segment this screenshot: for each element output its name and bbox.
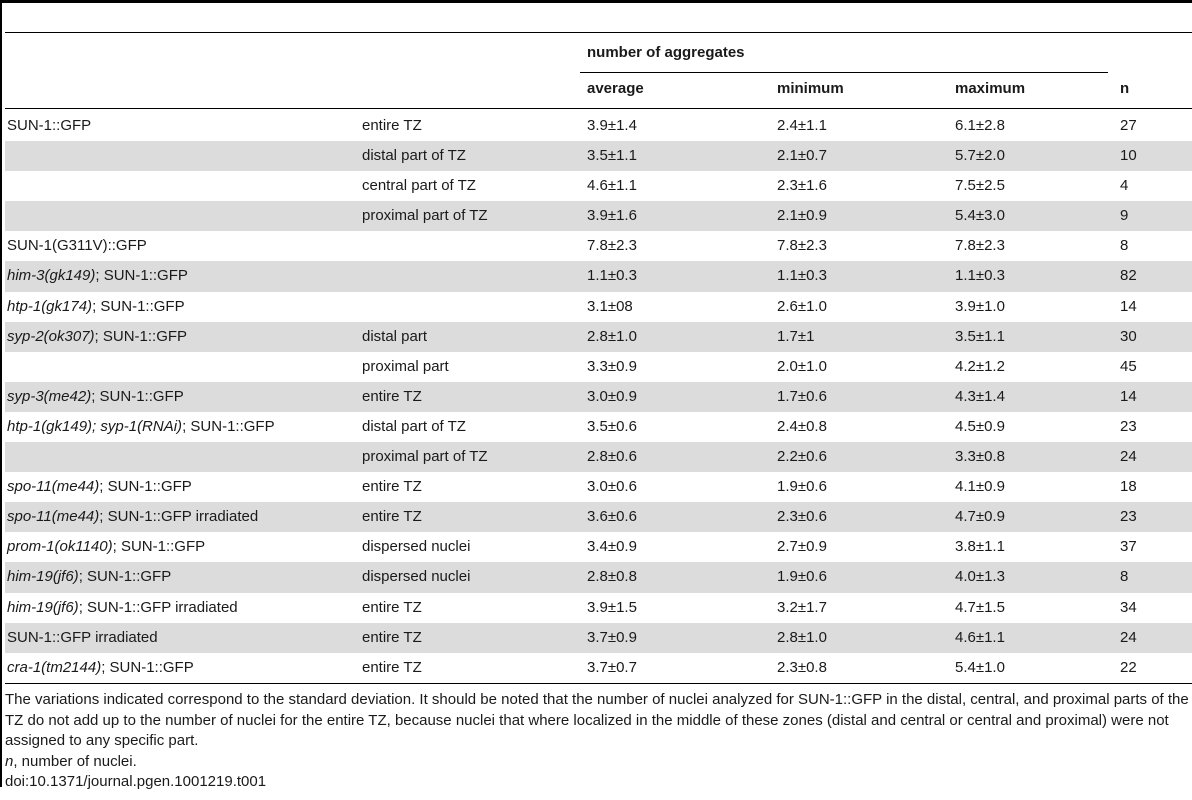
minimum-cell: 2.4±0.8 [777,417,827,435]
average-cell: 3.5±0.6 [587,417,637,435]
strain-transgene: ; SUN-1::GFP [92,297,185,315]
average-cell: 3.4±0.9 [587,538,637,556]
strain-genotype: cra-1(tm2144) [7,658,102,676]
average-cell: 3.1±08 [587,297,633,315]
footnote-n-text: , number of nuclei. [13,752,137,770]
zone-cell: entire TZ [362,387,422,405]
maximum-cell: 4.5±0.9 [955,417,1005,435]
strain-transgene: ; SUN-1::GFP [112,538,206,556]
n-cell: 18 [1120,478,1137,496]
table-row [5,171,1192,201]
average-cell: 3.9±1.4 [587,117,637,134]
strain-genotype: htp-1(gk149); syp-1(RNAi) [7,417,183,435]
table-row [5,412,1192,442]
strain-cell [7,532,205,562]
strain-transgene: ; SUN-1::GFP [182,417,275,435]
table-top-rule [0,0,1192,3]
maximum-cell: 3.9±1.0 [955,297,1005,315]
maximum-cell: 4.3±1.4 [955,387,1005,405]
table-footnotes [5,690,1192,793]
average-cell: 2.8±0.8 [587,568,637,586]
group-header-underline [580,72,1108,73]
column-header-maximum: maximum [955,80,1026,97]
strain-cell [7,382,184,412]
zone-cell: distal part of TZ [362,417,466,435]
maximum-cell: 4.7±0.9 [955,508,1005,526]
zone-cell: entire TZ [362,628,422,646]
minimum-cell: 2.2±0.6 [777,448,827,466]
table-left-border [0,0,2,787]
maximum-cell: 3.5±1.1 [955,327,1005,345]
minimum-cell: 2.3±1.6 [777,177,827,195]
footnote-n-symbol: n [5,752,14,770]
n-cell: 34 [1120,598,1137,616]
minimum-cell: 2.3±0.8 [777,658,827,676]
table-row [5,322,1192,352]
zone-cell: proximal part [362,357,449,375]
table-row [5,502,1192,532]
strain-transgene: SUN-1(G311V)::GFP [7,237,147,255]
minimum-cell: 2.6±1.0 [777,297,827,315]
strain-cell [7,472,192,502]
minimum-cell: 3.2±1.7 [777,598,827,616]
n-cell: 22 [1120,658,1137,676]
zone-cell: proximal part of TZ [362,448,488,466]
table-bottom-rule [5,683,1192,684]
strain-transgene: ; SUN-1::GFP irradiated [99,508,259,526]
table-row [5,111,1192,141]
zone-cell: proximal part of TZ [362,207,488,225]
strain-cell [7,593,238,623]
n-cell: 9 [1120,207,1129,225]
maximum-cell: 4.7±1.5 [955,598,1005,616]
strain-transgene: SUN-1::GFP irradiated [7,628,158,646]
strain-cell [7,653,194,683]
average-cell: 2.8±1.0 [587,327,637,345]
average-cell: 3.5±1.1 [587,147,637,165]
strain-genotype: spo-11(me44) [7,478,100,496]
n-cell: 8 [1120,237,1129,255]
maximum-cell: 5.4±3.0 [955,207,1005,225]
strain-cell [7,502,258,532]
strain-genotype: prom-1(ok1140) [7,538,113,556]
maximum-cell: 4.0±1.3 [955,568,1005,586]
table-row [5,442,1192,472]
strain-cell [7,261,188,291]
strain-transgene: SUN-1::GFP [7,117,92,134]
n-cell: 30 [1120,327,1137,345]
table-row [5,532,1192,562]
table-row [5,653,1192,683]
column-header-minimum: minimum [777,80,844,97]
table-doi: doi:10.1371/journal.pgen.1001219.t001 [5,773,267,790]
minimum-cell: 7.8±2.3 [777,237,827,255]
zone-cell: central part of TZ [362,177,476,195]
n-cell: 27 [1120,117,1137,134]
maximum-cell: 1.1±0.3 [955,267,1005,285]
table-row [5,623,1192,653]
table-row [5,231,1192,261]
minimum-cell: 2.1±0.9 [777,207,827,225]
group-header-aggregates: number of aggregates [587,44,745,61]
n-cell: 24 [1120,448,1137,466]
strain-cell [7,412,275,442]
minimum-cell: 1.7±1 [777,327,815,345]
table-row [5,382,1192,412]
average-cell: 3.7±0.7 [587,658,637,676]
average-cell: 3.7±0.9 [587,628,637,646]
strain-transgene: ; SUN-1::GFP [101,658,194,676]
strain-transgene: ; SUN-1::GFP [94,327,188,345]
maximum-cell: 4.1±0.9 [955,478,1005,496]
strain-genotype: spo-11(me44) [7,508,100,526]
average-cell: 3.6±0.6 [587,508,637,526]
n-cell: 10 [1120,147,1137,165]
strain-transgene: ; SUN-1::GFP [91,387,184,405]
minimum-cell: 2.7±0.9 [777,538,827,556]
average-cell: 2.8±0.6 [587,448,637,466]
strain-cell [7,562,171,592]
minimum-cell: 2.1±0.7 [777,147,827,165]
minimum-cell: 1.7±0.6 [777,387,827,405]
maximum-cell: 7.8±2.3 [955,237,1005,255]
strain-cell [7,322,187,352]
strain-genotype: htp-1(gk174) [7,297,93,315]
n-cell: 82 [1120,267,1137,285]
maximum-cell: 4.6±1.1 [955,628,1005,646]
column-header-average: average [587,80,644,97]
minimum-cell: 1.9±0.6 [777,478,827,496]
strain-cell [7,292,185,322]
zone-cell: dispersed nuclei [362,568,471,586]
n-cell: 8 [1120,568,1129,586]
zone-cell: dispersed nuclei [362,538,471,556]
n-cell: 4 [1120,177,1129,195]
average-cell: 4.6±1.1 [587,177,637,195]
minimum-cell: 1.1±0.3 [777,267,827,285]
n-cell: 45 [1120,357,1137,375]
column-header-rule [5,108,1192,109]
strain-genotype: him-19(jf6) [7,568,79,586]
maximum-cell: 3.8±1.1 [955,538,1005,556]
strain-transgene: ; SUN-1::GFP [99,478,192,496]
footnote-n-definition [5,752,1192,773]
strain-transgene: ; SUN-1::GFP [78,568,172,586]
table-row [5,261,1192,291]
n-cell: 14 [1120,387,1137,405]
maximum-cell: 7.5±2.5 [955,177,1005,195]
maximum-cell: 5.4±1.0 [955,658,1005,676]
maximum-cell: 5.7±2.0 [955,147,1005,165]
table-body [5,111,1192,683]
zone-cell: entire TZ [362,508,422,526]
table-row [5,593,1192,623]
strain-genotype: syp-2(ok307) [7,327,95,345]
average-cell: 1.1±0.3 [587,267,637,285]
table-row [5,292,1192,322]
minimum-cell: 2.0±1.0 [777,357,827,375]
n-cell: 23 [1120,417,1137,435]
strain-cell [7,111,91,141]
table-row [5,352,1192,382]
maximum-cell: 6.1±2.8 [955,117,1005,134]
zone-cell: entire TZ [362,598,422,616]
footnote-variation: The variations indicated correspond to the standard deviation. It should be noted that the number of nuclei analyzed for SUN-1::GFP in the distal, central, and proximal parts of the TZ do not add up to the number of nuclei for the entire TZ, because nuclei that where localized in the middle of these zones (distal and central or central and proximal) were not assigned to any specific part. [5,691,1189,749]
table-header-rule [5,32,1192,33]
n-cell: 24 [1120,628,1137,646]
table-row [5,472,1192,502]
table-row [5,141,1192,171]
average-cell: 7.8±2.3 [587,237,637,255]
strain-genotype: him-3(gk149) [7,267,96,285]
strain-transgene: ; SUN-1::GFP [95,267,188,285]
average-cell: 3.9±1.5 [587,598,637,616]
minimum-cell: 2.4±1.1 [777,117,827,134]
strain-cell [7,623,158,653]
average-cell: 3.0±0.9 [587,387,637,405]
zone-cell: entire TZ [362,658,422,676]
table-row [5,562,1192,592]
strain-genotype: syp-3(me42) [7,387,92,405]
strain-genotype: him-19(jf6) [7,598,79,616]
minimum-cell: 2.3±0.6 [777,508,827,526]
n-cell: 14 [1120,297,1137,315]
zone-cell: distal part [362,327,428,345]
zone-cell: distal part of TZ [362,147,466,165]
table-row [5,201,1192,231]
zone-cell: entire TZ [362,117,422,134]
strain-cell [7,231,147,261]
minimum-cell: 1.9±0.6 [777,568,827,586]
column-header-n: n [1120,80,1130,97]
minimum-cell: 2.8±1.0 [777,628,827,646]
zone-cell: entire TZ [362,478,422,496]
average-cell: 3.3±0.9 [587,357,637,375]
average-cell: 3.0±0.6 [587,478,637,496]
maximum-cell: 3.3±0.8 [955,448,1005,466]
average-cell: 3.9±1.6 [587,207,637,225]
strain-transgene: ; SUN-1::GFP irradiated [78,598,238,616]
n-cell: 23 [1120,508,1137,526]
n-cell: 37 [1120,538,1137,556]
maximum-cell: 4.2±1.2 [955,357,1005,375]
